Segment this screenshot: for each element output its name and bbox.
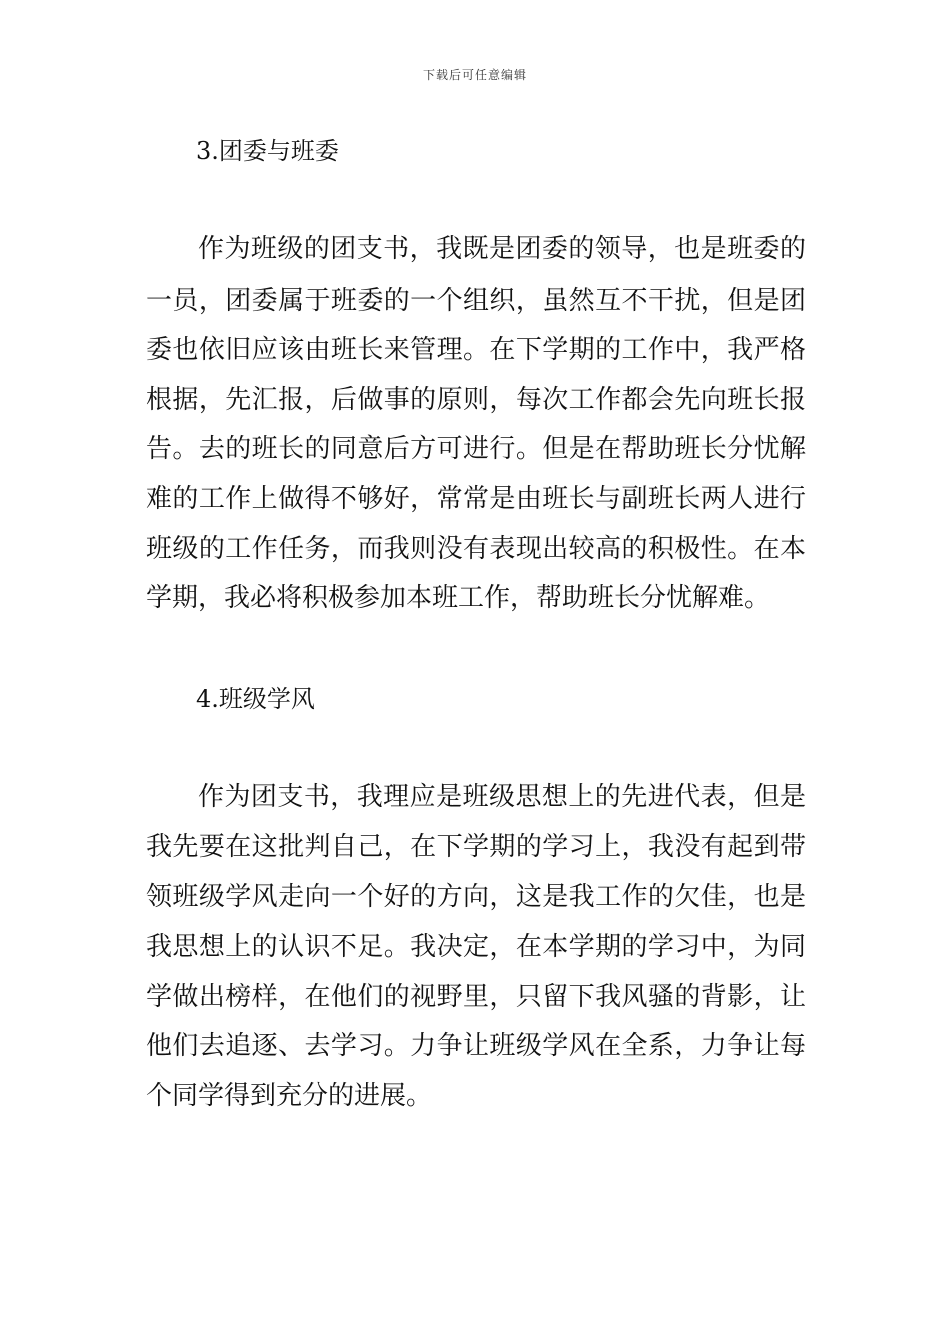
paragraph-line: 班级的工作任务，而我则没有表现出较高的积极性。在本 xyxy=(146,534,806,564)
paragraph-line: 学期，我必将积极参加本班工作，帮助班长分忧解难。 xyxy=(146,583,771,613)
paragraph-line: 告。去的班长的同意后方可进行。但是在帮助班长分忧解 xyxy=(146,434,806,464)
paragraph-line: 难的工作上做得不够好，常常是由班长与副班长两人进行 xyxy=(146,484,806,514)
paragraph-line: 作为团支书，我理应是班级思想上的先进代表，但是 xyxy=(198,782,806,812)
paragraph-line: 学做出榜样，在他们的视野里，只留下我风骚的背影，让 xyxy=(146,982,806,1012)
paragraph-line: 委也依旧应该由班长来管理。在下学期的工作中，我严格 xyxy=(146,335,806,365)
header-note: 下载后可任意编辑 xyxy=(422,68,527,82)
paragraph-line: 根据，先汇报，后做事的原则，每次工作都会先向班长报 xyxy=(146,385,806,415)
paragraph-line: 一员，团委属于班委的一个组织，虽然互不干扰，但是团 xyxy=(146,286,806,316)
paragraph-line: 作为班级的团支书，我既是团委的领导，也是班委的 xyxy=(198,234,806,264)
section-heading: 4.班级学风 xyxy=(196,685,315,713)
paragraph-line: 他们去追逐、去学习。力争让班级学风在全系，力争让每 xyxy=(146,1031,806,1061)
paragraph-line: 我先要在这批判自己，在下学期的学习上，我没有起到带 xyxy=(146,832,806,862)
paragraph-line: 领班级学风走向一个好的方向，这是我工作的欠佳，也是 xyxy=(146,882,806,912)
paragraph-line: 我思想上的认识不足。我决定，在本学期的学习中，为同 xyxy=(146,932,806,962)
section-heading: 3.团委与班委 xyxy=(196,137,339,165)
paragraph-line: 个同学得到充分的进展。 xyxy=(146,1081,433,1111)
